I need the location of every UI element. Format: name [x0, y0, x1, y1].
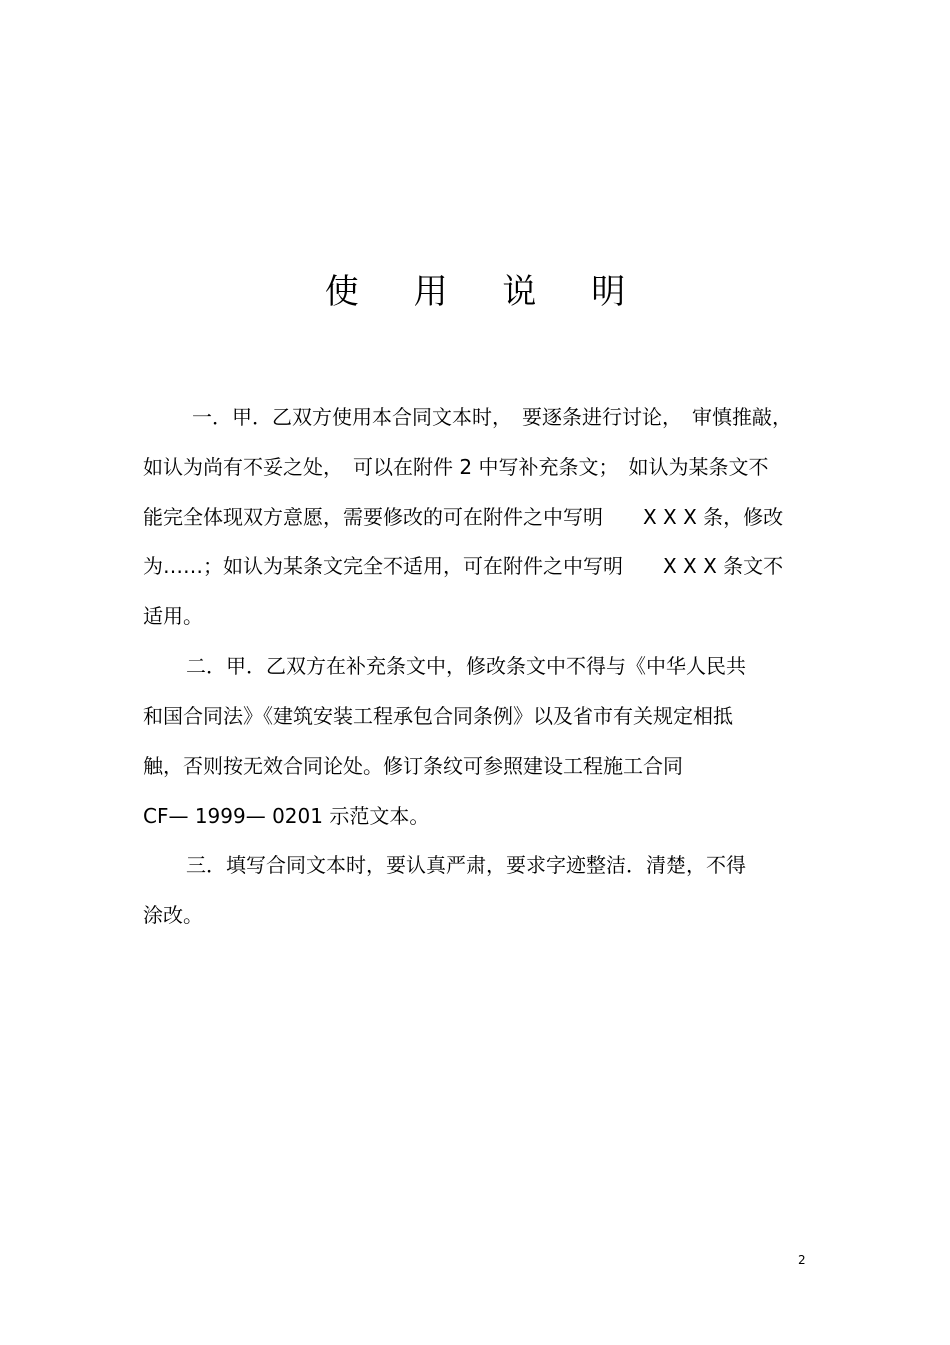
paragraph-1-line-2: 如认为尚有不妥之处， 可以在附件 2 中写补充条文； 如认为某条文不	[143, 455, 769, 479]
paragraph-1-line-5: 适用。	[143, 604, 203, 628]
paragraph-3-line-1: 三．填写合同文本时，要认真严肃，要求字迹整洁．清楚，不得	[186, 853, 746, 877]
paragraph-1-line-1: 一．甲．乙双方使用本合同文本时， 要逐条进行讨论， 审慎推敲，	[192, 405, 792, 429]
page-number: 2	[798, 1253, 806, 1267]
paragraph-1-line-4: 为……；如认为某条文完全不适用，可在附件之中写明 X X X 条文不	[143, 554, 784, 578]
paragraph-2-line-4: CF— 1999— 0201 示范文本。	[143, 804, 430, 828]
paragraph-3-line-2: 涂改。	[143, 903, 203, 927]
page-title: 使 用 说 明	[324, 271, 648, 312]
paragraph-2-line-1: 二．甲．乙双方在补充条文中，修改条文中不得与《中华人民共	[186, 654, 746, 678]
paragraph-2-line-2: 和国合同法》《建筑安装工程承包合同条例》以及省市有关规定相抵	[143, 704, 733, 728]
paragraph-2-line-3: 触，否则按无效合同论处。修订条纹可参照建设工程施工合同	[143, 754, 683, 778]
paragraph-1-line-3: 能完全体现双方意愿，需要修改的可在附件之中写明 X X X 条，修改	[143, 505, 784, 529]
